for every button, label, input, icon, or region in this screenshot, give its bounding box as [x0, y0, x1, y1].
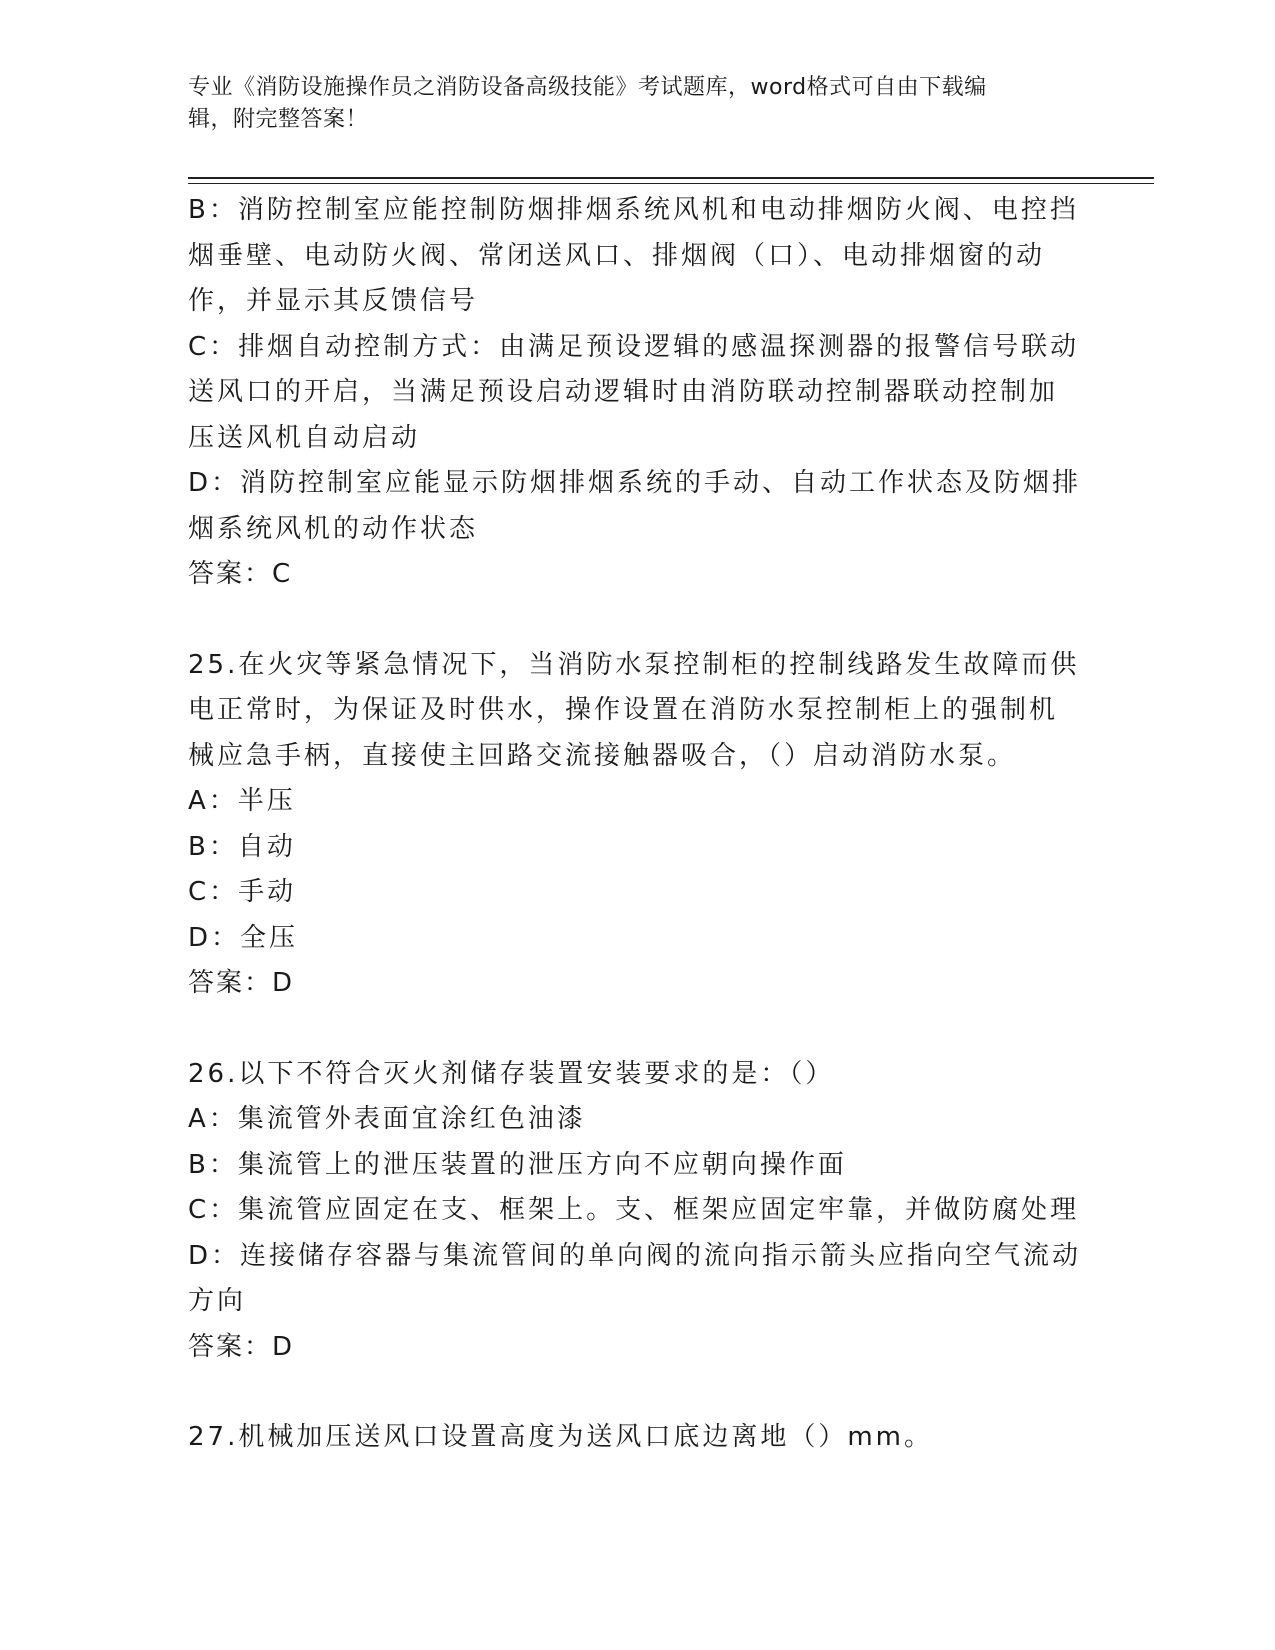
question-content — [188, 188, 1088, 1461]
question-stem — [188, 643, 1088, 780]
option-d-line-2: 烟系统风机的动作状态 — [188, 513, 479, 544]
stem-line-2: 电正常时，为保证及时供水，操作设置在消防水泵控制柜上的强制机 — [188, 695, 1059, 725]
option-b — [188, 188, 1088, 325]
option-c-line-1: C：排烟自动控制方式：由满足预设逻辑的感温探测器的报警信号联动 — [188, 331, 1080, 362]
option-b-line-3: 作，并显示其反馈信号 — [188, 286, 479, 316]
option-b: B：集流管上的泄压装置的泄压方向不应朝向操作面 — [188, 1149, 847, 1180]
header-line-2: 辑，附完整答案！ — [188, 107, 369, 132]
option-d-line-1: D：连接储存容器与集流管间的单向阀的流向指示箭头应指向空气流动 — [188, 1240, 1082, 1271]
header-rule-thin — [188, 183, 1154, 184]
question-27 — [188, 1415, 1088, 1461]
option-c: C：手动 — [188, 877, 297, 907]
option-d-line-1: D：消防控制室应能显示防烟排烟系统的手动、自动工作状态及防烟排 — [188, 468, 1082, 498]
question-stem: 26.以下不符合灭火剂储存装置安装要求的是：（） — [188, 1058, 835, 1089]
option-b-line-1: B：消防控制室应能控制防烟排烟系统风机和电动排烟防火阀、电控挡 — [188, 195, 1079, 225]
option-d — [188, 1234, 1088, 1325]
header-rule-thick — [188, 177, 1154, 179]
option-b-line-2: 烟垂壁、电动防火阀、常闭送风口、排烟阀（口）、电动排烟窗的动 — [188, 240, 1046, 271]
answer: 答案：D — [188, 968, 295, 998]
option-d: D：全压 — [188, 922, 299, 953]
question-24-tail — [188, 188, 1088, 598]
option-d-line-2: 方向 — [188, 1286, 247, 1316]
question-stem: 27.机械加压送风口设置高度为送风口底边离地（）mm。 — [188, 1422, 934, 1452]
header-line-1: 专业《消防设施操作员之消防设备高级技能》考试题库，word格式可自由下载编 — [188, 75, 987, 100]
question-26 — [188, 1052, 1088, 1371]
option-c: C：集流管应固定在支、框架上。支、框架应固定牢靠，并做防腐处理 — [188, 1195, 1080, 1225]
answer: 答案：C — [188, 559, 293, 589]
option-a: A：半压 — [188, 786, 296, 816]
answer: 答案：D — [188, 1331, 295, 1362]
option-c-line-2: 送风口的开启，当满足预设启动逻辑时由消防联动控制器联动控制加 — [188, 377, 1059, 407]
option-d — [188, 461, 1088, 552]
option-c — [188, 325, 1088, 462]
option-a: A：集流管外表面宜涂红色油漆 — [188, 1104, 586, 1134]
question-25 — [188, 643, 1088, 1007]
stem-line-3: 械应急手柄，直接使主回路交流接触器吸合，（）启动消防水泵。 — [188, 740, 1017, 771]
option-c-line-3: 压送风机自动启动 — [188, 422, 421, 453]
page-header — [188, 72, 1068, 136]
stem-line-1: 25.在火灾等紧急情况下，当消防水泵控制柜的控制线路发生故障而供 — [188, 649, 1080, 680]
option-b: B：自动 — [188, 831, 296, 862]
